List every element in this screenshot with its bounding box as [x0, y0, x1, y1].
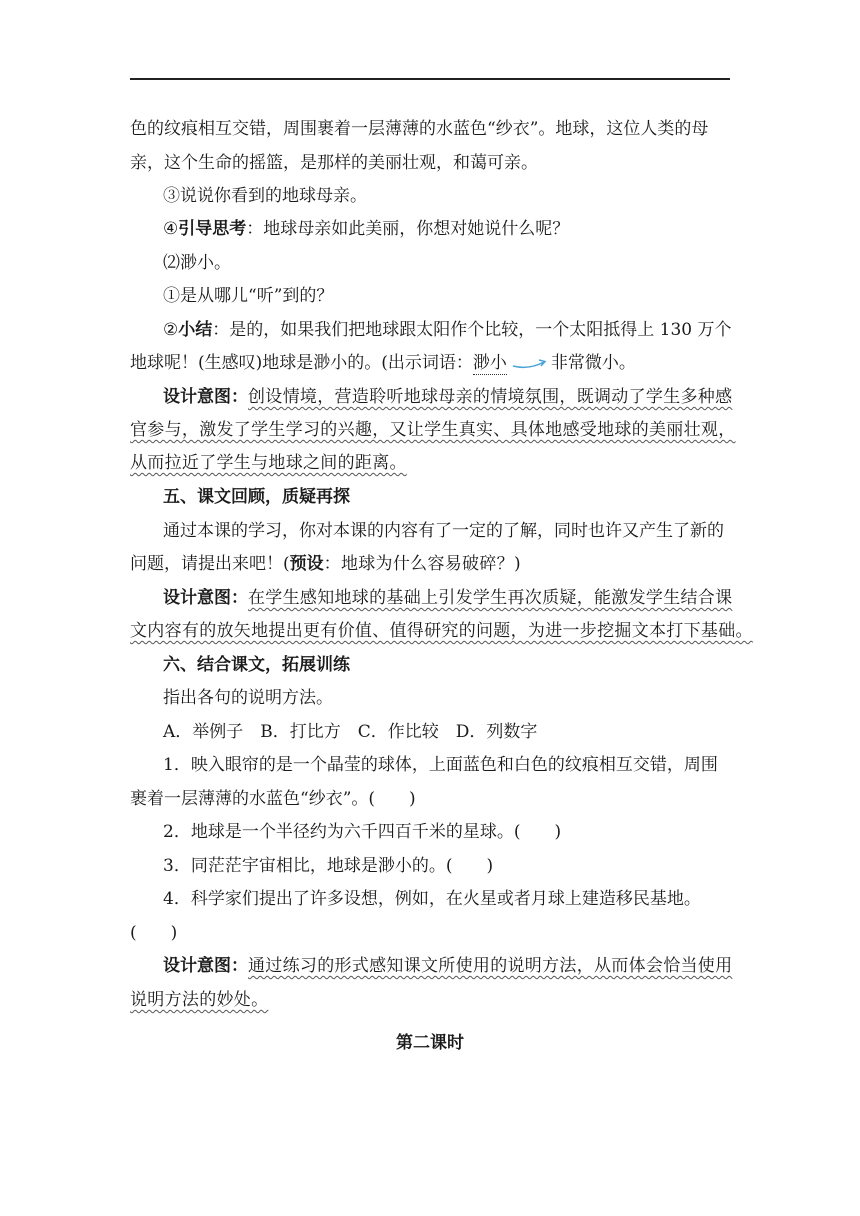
bold-label: 预设: [289, 554, 324, 574]
exercise-item: ( ): [130, 923, 178, 943]
step-line: [163, 318, 732, 342]
design-intent-label: 设计意图：: [163, 588, 248, 608]
bold-label: 小结: [178, 320, 213, 340]
exercise-item: 4．科学家们提出了许多设想，例如，在火星或者月球上建造移民基地。: [163, 889, 701, 909]
design-intent-line: [130, 619, 753, 643]
design-intent-text: 文内容有的放矢地提出更有价值、值得研究的问题，为进一步挖掘文本打下基础。: [130, 621, 753, 641]
step-line: [163, 217, 569, 241]
paragraph-line: [130, 552, 521, 576]
design-intent-text: 在学生感知地球的基础上引发学生再次质疑，能激发学生结合课: [248, 588, 733, 608]
design-intent-text: 官参与，激发了学生学习的兴趣，又让学生真实、具体地感受地球的美丽壮观，: [130, 420, 736, 440]
bold-label: 引导思考: [178, 219, 247, 239]
arrow-icon: [511, 357, 547, 371]
paragraph-line: [130, 351, 636, 375]
design-intent-line: [130, 418, 736, 442]
section-heading: 五、课文回顾，质疑再探: [163, 487, 350, 507]
design-intent-line: [163, 385, 732, 409]
paragraph-line: 亲，这个生命的摇篮，是那样的美丽壮观，和蔼可亲。: [130, 153, 538, 173]
design-intent-text: 创设情境，营造聆听地球母亲的情境氛围，既调动了学生多种感: [248, 387, 733, 407]
design-intent-label: 设计意图：: [163, 956, 248, 976]
paragraph-line: 色的纹痕相互交错，周围裹着一层薄薄的水蓝色“纱衣”。地球，这位人类的母: [130, 119, 709, 139]
paragraph-line: 指出各句的说明方法。: [163, 688, 333, 708]
header-rule: [130, 78, 730, 80]
step-marker: ④: [163, 219, 179, 239]
text-segment: 地球呢！(生感叹)地球是渺小的。(出示词语：: [130, 353, 473, 373]
highlighted-word: 渺小: [472, 353, 507, 373]
design-intent-line: [130, 988, 268, 1012]
section-heading: 六、结合课文，拓展训练: [163, 655, 350, 675]
paragraph-line: 通过本课的学习，你对本课的内容有了一定的了解，同时也许又产生了新的: [163, 521, 724, 541]
step-line: ①是从哪儿“听”到的？: [163, 286, 334, 306]
step-line: ③说说你看到的地球母亲。: [163, 186, 367, 206]
design-intent-text: 从而拉近了学生与地球之间的距离。: [130, 453, 407, 473]
exercise-item: 2．地球是一个半径约为六千四百千米的星球。( ): [163, 822, 562, 842]
section-title: 第二课时: [396, 1033, 464, 1053]
text-segment: 问题，请提出来吧！(: [130, 554, 290, 574]
design-intent-label: 设计意图：: [163, 387, 248, 407]
step-text: ：地球母亲如此美丽，你想对她说什么呢？: [246, 219, 570, 239]
exercise-item: 裹着一层薄薄的水蓝色“纱衣”。( ): [130, 789, 416, 809]
exercise-item: 3．同茫茫宇宙相比，地球是渺小的。( ): [163, 856, 494, 876]
design-intent-line: [130, 451, 407, 475]
design-intent-line: [163, 586, 732, 610]
options-line: A．举例子 B．打比方 C．作比较 D．列数字: [163, 722, 538, 742]
step-text: ：是的，如果我们把地球跟太阳作个比较，一个太阳抵得上 130 万个: [212, 320, 732, 340]
subsection-line: ⑵渺小。: [163, 253, 231, 273]
exercise-item: 1．映入眼帘的是一个晶莹的球体，上面蓝色和白色的纹痕相互交错，周围: [163, 755, 718, 775]
design-intent-text: 通过练习的形式感知课文所使用的说明方法，从而体会恰当使用: [248, 956, 733, 976]
step-marker: ②: [163, 320, 179, 340]
text-segment: ：地球为什么容易破碎？): [323, 554, 521, 574]
design-intent-line: [163, 954, 732, 978]
design-intent-text: 说明方法的妙处。: [130, 990, 269, 1010]
text-segment: 非常微小。: [550, 353, 636, 373]
